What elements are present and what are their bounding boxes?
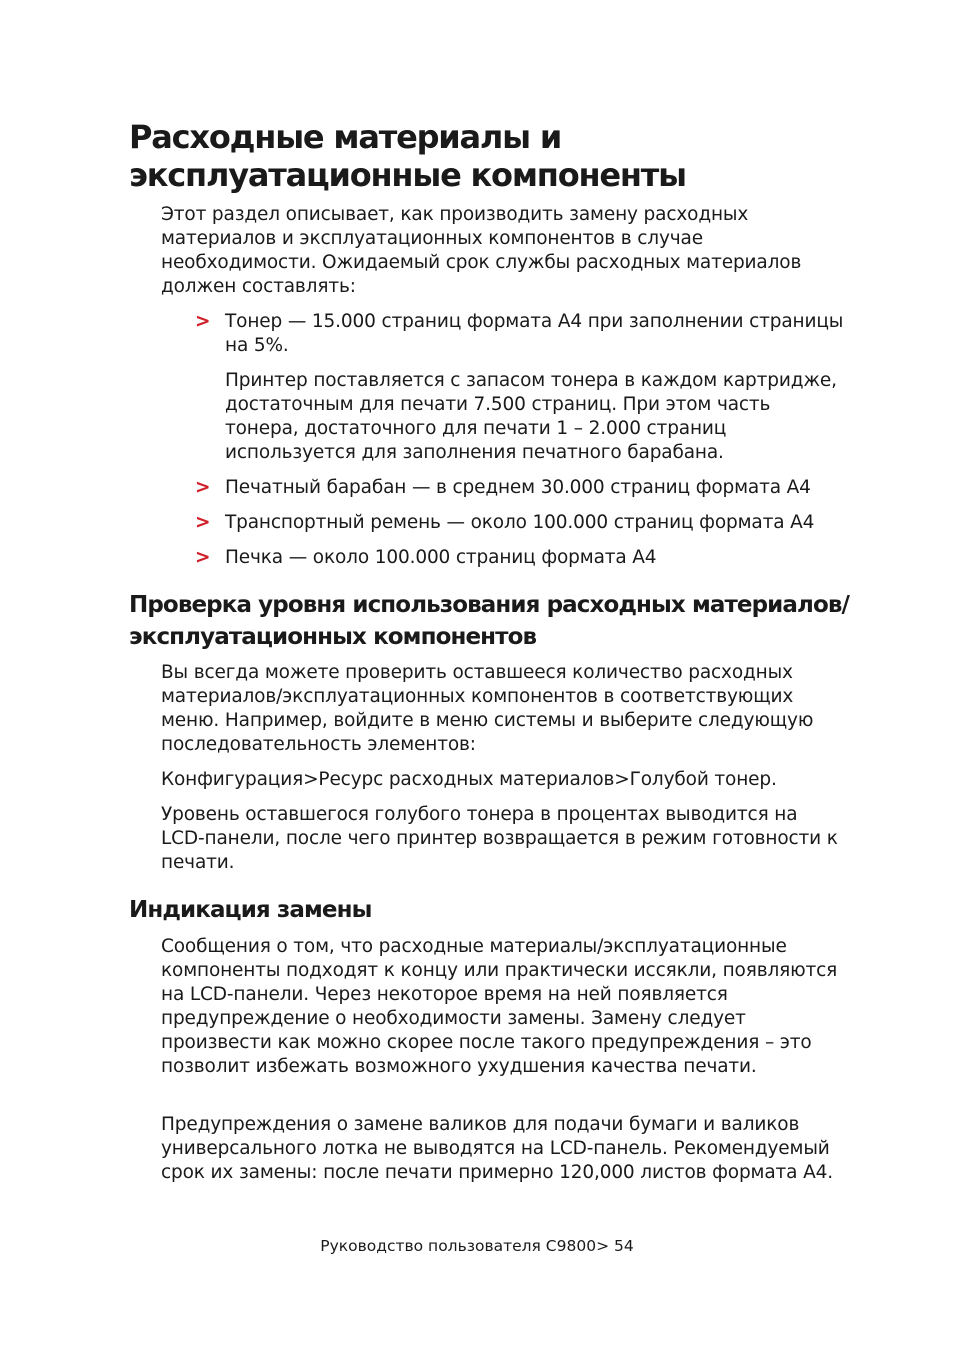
page-footer: Руководство пользователя C9800> 54 bbox=[320, 1237, 634, 1255]
list-item-text: Печатный барабан — в среднем 30.000 страниц формата А4 bbox=[225, 477, 811, 498]
replacement-messages-paragraph: Сообщения о том, что расходные материалы/эксплуатационные компоненты подходят к концу или практически иссякли, появляются на LCD-панели. Через некоторое время на ней появляется предупреждение о необходимости замены. Замену следует произвести как можно скорее после такого предупреждения – это позволит избежать возможного ухудшения качества печати. bbox=[161, 936, 838, 1077]
toner-note-paragraph: Принтер поставляется с запасом тонера в каждом картридже, достаточным для печати 7.500 страниц. При этом часть тонера, достаточного для печати 1 – 2.000 страниц используется для заполнения печатного барабана. bbox=[225, 370, 837, 463]
list-item-text: Тонер — 15.000 страниц формата А4 при заполнении страницы на 5%. bbox=[225, 311, 844, 356]
bullet-arrow-icon: > bbox=[195, 512, 211, 533]
list-item-text: Транспортный ремень — около 100.000 страниц формата А4 bbox=[225, 512, 815, 533]
bullet-arrow-icon: > bbox=[195, 477, 211, 498]
intro-paragraph: Этот раздел описывает, как производить замену расходных материалов и эксплуатационных компонентов в случае необходимости. Ожидаемый срок службы расходных материалов должен составлять: bbox=[161, 204, 802, 297]
list-item-toner bbox=[195, 310, 855, 358]
list-item-fuser bbox=[195, 546, 855, 570]
list-item-text: Печка — около 100.000 страниц формата А4 bbox=[225, 547, 657, 568]
list-item-drum bbox=[195, 476, 855, 500]
roller-warning-paragraph: Предупреждения о замене валиков для подачи бумаги и валиков универсального лотка не выводятся на LCD-панель. Рекомендуемый срок их замены: после печати примерно 120,000 листов формата А4. bbox=[161, 1114, 833, 1183]
section-title-consumables: Расходные материалы и эксплуатационные компоненты bbox=[129, 118, 686, 194]
bullet-arrow-icon: > bbox=[195, 311, 211, 332]
menu-path-paragraph: Конфигурация>Ресурс расходных материалов>Голубой тонер. bbox=[161, 769, 777, 790]
list-item-belt bbox=[195, 511, 855, 535]
bullet-arrow-icon: > bbox=[195, 547, 211, 568]
toner-level-paragraph: Уровень оставшегося голубого тонера в процентах выводится на LCD-панели, после чего принтер возвращается в режим готовности к печати. bbox=[161, 804, 838, 873]
section-title-replacement-indication: Индикация замены bbox=[129, 897, 372, 923]
check-level-paragraph: Вы всегда можете проверить оставшееся количество расходных материалов/эксплуатационных компонентов в соответствующих меню. Например, войдите в меню системы и выберите следующую последовательность элементов: bbox=[161, 662, 814, 755]
section-title-check-level: Проверка уровня использования расходных материалов/эксплуатационных компонентов bbox=[129, 592, 850, 650]
